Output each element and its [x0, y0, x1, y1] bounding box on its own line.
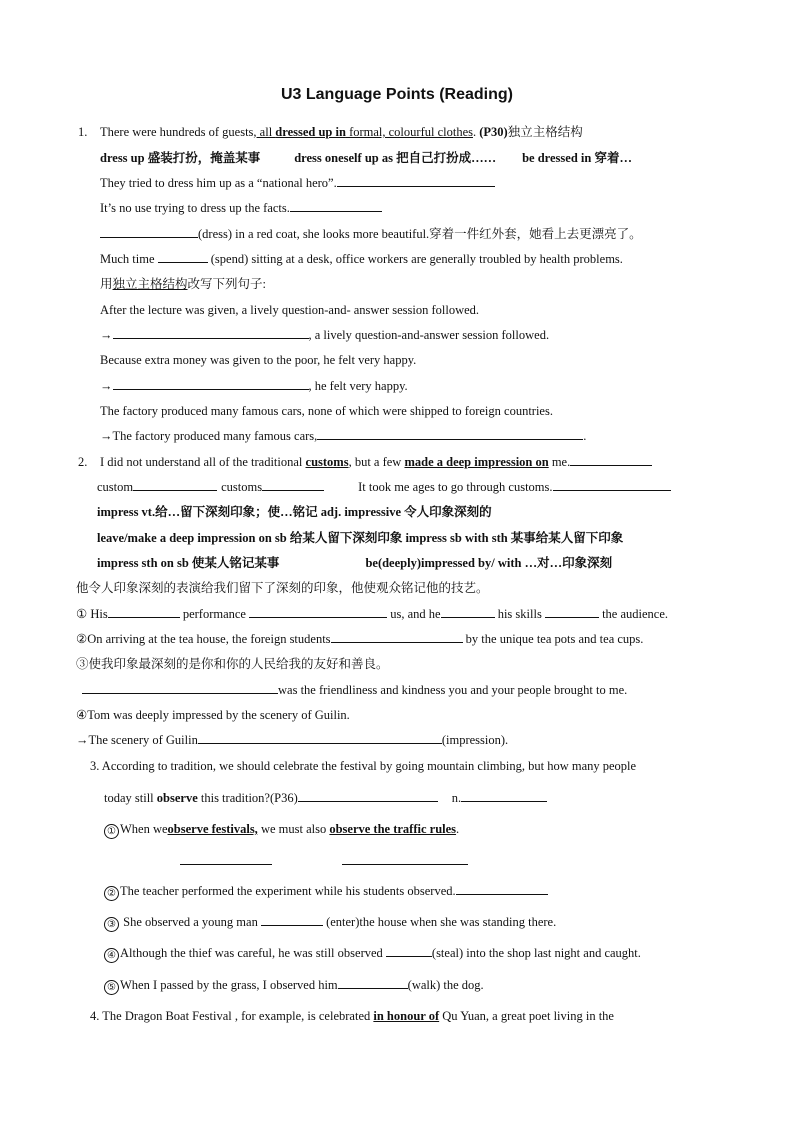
q1-sentence-8: Because extra money was given to the poor, he felt very happy.: [100, 353, 417, 367]
circled-number-icon: ①: [104, 824, 119, 839]
answer-blank[interactable]: [158, 251, 208, 263]
q1-s7b-text: , a lively question-and-answer session followed.: [308, 328, 550, 342]
answer-blank[interactable]: [113, 378, 309, 390]
answer-blank[interactable]: [298, 790, 438, 802]
answer-blank[interactable]: [317, 428, 583, 440]
q2-r7a-text: ②On arriving at the tea house, the foreign students: [76, 632, 331, 646]
q3-d2-text: The teacher performed the experiment while his students observed.: [120, 884, 456, 898]
answer-blank[interactable]: [113, 327, 309, 339]
q1-sentence-2: [100, 200, 382, 216]
q1-note-2: dress oneself up as 把自己打扮成……: [294, 151, 497, 165]
q3-c6-text: .: [456, 822, 460, 836]
q2-number: 2.: [78, 455, 88, 469]
answer-blank[interactable]: [461, 790, 547, 802]
q1-note-1: dress up 盛装打扮，掩盖某事: [100, 151, 261, 165]
q3-f3-text: (steal) into the shop last night and caught.: [431, 946, 641, 960]
q1-s4b-text: (spend) sitting at a desk, office workers are generally troubled by health problems.: [207, 252, 623, 266]
q1-s1-text: They tried to dress him up as a “national hero”.: [100, 176, 337, 190]
q3-item-1-blanks: [180, 853, 468, 869]
q3-item-5: [104, 977, 484, 995]
q2-text-c: , but a few: [348, 455, 405, 469]
q3-row-b: [104, 790, 547, 806]
q1-note-3: be dressed in 穿着…: [522, 151, 632, 165]
q3-c2-text: When we: [120, 822, 168, 836]
q1-line: [78, 124, 583, 140]
answer-blank[interactable]: [249, 606, 387, 618]
q3-c4-text: we must also: [257, 822, 330, 836]
answer-blank[interactable]: [108, 606, 180, 618]
answer-blank[interactable]: [261, 914, 323, 926]
q1-text-e: .: [472, 125, 480, 139]
q1-s9b-text: , he felt very happy.: [308, 379, 408, 393]
q2-row-4: [97, 555, 612, 571]
q3-item-4: [104, 945, 641, 963]
answer-blank[interactable]: [441, 606, 495, 618]
q1-text-c: dressed up in: [275, 125, 346, 139]
q2-text-d: made a deep impression on: [404, 455, 549, 469]
q2-row-10: ④Tom was deeply impressed by the scenery of Guilin.: [76, 708, 350, 722]
q3-item-2: [104, 883, 548, 901]
q2-text-b: customs: [305, 455, 349, 469]
q2-row-3: leave/make a deep impression on sb 给某人留下深刻印象 impress sb with sth 某事给某人留下印象: [97, 531, 624, 545]
q1-text-f: (P30): [479, 125, 508, 139]
q1-text-b: all: [256, 125, 276, 139]
q3-g2-text: When I passed by the grass, I observed him: [120, 978, 338, 992]
circled-number-icon: ⑤: [104, 980, 119, 995]
q4-line: [90, 1008, 614, 1024]
q2-r1c-text: It took me ages to go through customs.: [358, 480, 553, 494]
q1-text-g: 独立主格结构: [507, 125, 583, 139]
answer-blank[interactable]: [338, 977, 408, 989]
q3-line: 3. According to tradition, we should celebrate the festival by going mountain climbing, but how many people: [90, 759, 637, 773]
q2-r4b-text: be(deeply)impressed by/ with …对…印象深刻: [365, 556, 613, 570]
q1-instruction: [100, 276, 266, 292]
q1-sentence-11: [100, 428, 586, 444]
q1-sentence-4: [100, 251, 623, 267]
q1-sentence-1: [100, 175, 495, 191]
answer-blank[interactable]: [100, 226, 198, 238]
q4-text-b: in honour of: [373, 1009, 440, 1023]
q1-s11b-text: .: [583, 429, 587, 443]
q3-b1-text: today still: [104, 791, 157, 805]
arrow-icon: →: [100, 379, 113, 393]
q1-number: 1.: [78, 125, 88, 139]
q2-r6d-text: his skills: [494, 607, 545, 621]
q2-r7b-text: by the unique tea pots and tea cups.: [462, 632, 644, 646]
q2-r9-text: was the friendliness and kindness you and your people brought to me.: [278, 683, 628, 697]
answer-blank[interactable]: [82, 682, 278, 694]
answer-blank[interactable]: [180, 853, 272, 865]
circled-number-icon: ④: [104, 948, 119, 963]
q1-sentence-10: The factory produced many famous cars, none of which were shipped to foreign countries.: [100, 404, 553, 418]
q1-s5c-text: 改写下列句子:: [187, 277, 267, 291]
q2-row-1: [97, 479, 671, 495]
answer-blank[interactable]: [342, 853, 468, 865]
answer-blank[interactable]: [545, 606, 599, 618]
q2-row-11: [76, 732, 508, 748]
q2-row-9: [82, 682, 627, 698]
circled-number-icon: ③: [104, 917, 119, 932]
answer-blank[interactable]: [553, 479, 671, 491]
q3-item-3: [104, 914, 556, 932]
q1-sentence-7: [100, 327, 549, 343]
answer-blank[interactable]: [133, 479, 217, 491]
answer-blank[interactable]: [262, 479, 324, 491]
q3-item-1: [104, 821, 459, 839]
q2-row-5: 他令人印象深刻的表演给我们留下了深刻的印象，他使观众铭记他的技艺。: [76, 581, 489, 595]
q2-r11a-text: →The scenery of Guilin: [76, 733, 198, 747]
q3-g3-text: (walk) the dog.: [407, 978, 484, 992]
circled-number-icon: ②: [104, 886, 119, 901]
q3-b2-text: observe: [156, 791, 198, 805]
q2-r4a-text: impress sth on sb 使某人铭记某事: [97, 556, 280, 570]
q2-r6c-text: us, and he: [387, 607, 441, 621]
q2-r6b-text: performance: [179, 607, 250, 621]
q2-row-6: [76, 606, 668, 622]
arrow-icon: →: [100, 328, 113, 342]
q3-c3-text: observe festivals,: [167, 822, 258, 836]
q1-sentence-6: After the lecture was given, a lively question-and- answer session followed.: [100, 303, 480, 317]
answer-blank[interactable]: [198, 732, 442, 744]
answer-blank[interactable]: [290, 200, 382, 212]
q2-r11b-text: (impression).: [441, 733, 509, 747]
q3-f2-text: Although the thief was careful, he was still observed: [120, 946, 386, 960]
q3-b4-text: n.: [451, 791, 462, 805]
q3-c5-text: observe the traffic rules: [329, 822, 457, 836]
q2-row-8: ③使我印象最深刻的是你和你的人民给我的友好和善良。: [76, 657, 389, 671]
q3-b3-text: this tradition?(P36): [197, 791, 298, 805]
answer-blank[interactable]: [456, 883, 548, 895]
q1-text-d: formal, colourful clothes: [345, 125, 473, 139]
q2-text-e: me.: [548, 455, 571, 469]
q2-r1b-text: customs: [221, 480, 263, 494]
page-title: U3 Language Points (Reading): [280, 86, 513, 103]
q4-text-a: 4. The Dragon Boat Festival , for example, is celebrated: [90, 1009, 374, 1023]
q1-s2-text: It’s no use trying to dress up the facts.: [100, 201, 290, 215]
q1-s5b-text: 独立主格结构: [112, 277, 188, 291]
q2-row-7: [76, 631, 643, 647]
q2-r6a-text: ① His: [76, 607, 108, 621]
q1-notes: [100, 150, 632, 166]
q3-e2-text: She observed a young man: [120, 915, 261, 929]
q2-row-2: impress vt.给…留下深刻印象；使…铭记 adj. impressive 令人印象深刻的: [97, 505, 492, 519]
q1-s11a-text: →The factory produced many famous cars,: [100, 429, 318, 443]
q1-text-a: There were hundreds of guests,: [100, 125, 257, 139]
q1-s4a-text: Much time: [100, 252, 158, 266]
q1-sentence-3: [100, 226, 642, 242]
q1-sentence-9: [100, 378, 408, 394]
q3-e3-text: (enter)the house when she was standing there.: [322, 915, 557, 929]
answer-blank[interactable]: [331, 631, 463, 643]
q4-text-c: Qu Yuan, a great poet living in the: [439, 1009, 614, 1023]
q2-text-a: I did not understand all of the traditional: [100, 455, 306, 469]
q2-r6e-text: the audience.: [598, 607, 669, 621]
answer-blank[interactable]: [337, 175, 495, 187]
answer-blank[interactable]: [386, 945, 432, 957]
q1-s3-text: (dress) in a red coat, she looks more beautiful.穿着一件红外套，她看上去更漂亮了。: [198, 227, 642, 241]
answer-blank[interactable]: [570, 454, 652, 466]
q1-s5a-text: 用: [100, 277, 113, 291]
q2-line: [78, 454, 652, 470]
q2-r1a-text: custom: [97, 480, 134, 494]
